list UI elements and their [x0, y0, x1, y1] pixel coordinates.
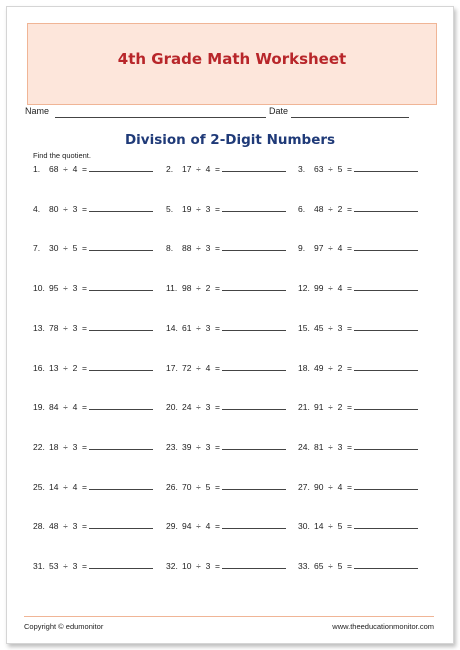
problem-expression: 49 ÷ 2 = [314, 362, 352, 373]
problem-number: 28. [33, 521, 45, 532]
answer-blank[interactable] [354, 440, 418, 450]
problem-number: 32. [166, 561, 178, 571]
problem-number: 33. [298, 561, 310, 571]
problem-item [33, 281, 165, 295]
answer-blank[interactable] [222, 202, 286, 212]
problem-number: 21. [298, 402, 310, 413]
problem-number: 3. [298, 164, 306, 174]
answer-blank[interactable] [354, 519, 418, 529]
answer-blank[interactable] [222, 440, 286, 450]
problem-number: 25. [33, 481, 45, 492]
answer-blank[interactable] [89, 400, 153, 410]
problem-expression: 45 ÷ 3 = [314, 322, 352, 333]
problem-expression: 97 ÷ 4 = [314, 243, 352, 254]
answer-blank[interactable] [354, 559, 418, 569]
problem-item [298, 281, 430, 295]
problem-number: 16. [33, 362, 45, 373]
problem-number: 8. [166, 243, 174, 254]
problem-item [33, 480, 165, 494]
problem-item [298, 519, 430, 533]
answer-blank[interactable] [222, 361, 286, 371]
problem-item [298, 202, 430, 216]
problem-number: 14. [166, 322, 178, 333]
worksheet-title: 4th Grade Math Worksheet [117, 50, 347, 68]
problem-expression: 72 ÷ 4 = [182, 362, 220, 373]
problem-item [33, 559, 165, 573]
answer-blank[interactable] [89, 281, 153, 291]
problem-item [298, 400, 430, 414]
problem-number: 9. [298, 243, 306, 254]
problem-expression: 68 ÷ 4 = [49, 164, 87, 174]
answer-blank[interactable] [354, 361, 418, 371]
problem-number: 13. [33, 322, 45, 333]
problem-item [166, 241, 298, 255]
problem-number: 17. [166, 362, 178, 373]
answer-blank[interactable] [354, 162, 418, 172]
problem-expression: 13 ÷ 2 = [49, 362, 87, 373]
problem-number: 6. [298, 203, 306, 214]
problem-expression: 63 ÷ 5 = [314, 164, 352, 174]
problem-expression: 61 ÷ 3 = [182, 322, 220, 333]
problem-item [166, 321, 298, 335]
problem-expression: 30 ÷ 5 = [49, 243, 87, 254]
problem-expression: 99 ÷ 4 = [314, 283, 352, 294]
problem-item [298, 440, 430, 454]
problem-expression: 24 ÷ 3 = [182, 402, 220, 413]
problem-number: 18. [298, 362, 310, 373]
answer-blank[interactable] [222, 400, 286, 410]
problem-item [166, 162, 298, 176]
problem-expression: 88 ÷ 3 = [182, 243, 220, 254]
problem-number: 10. [33, 283, 45, 294]
problem-expression: 48 ÷ 3 = [49, 521, 87, 532]
problem-number: 4. [33, 203, 41, 214]
answer-blank[interactable] [89, 321, 153, 331]
problem-expression: 14 ÷ 5 = [314, 521, 352, 532]
answer-blank[interactable] [222, 281, 286, 291]
problem-item [33, 202, 165, 216]
problem-item [33, 241, 165, 255]
answer-blank[interactable] [89, 519, 153, 529]
problem-expression: 48 ÷ 2 = [314, 203, 352, 214]
problem-number: 27. [298, 481, 310, 492]
problem-item [166, 480, 298, 494]
answer-blank[interactable] [354, 400, 418, 410]
answer-blank[interactable] [354, 241, 418, 251]
problem-number: 7. [33, 243, 41, 254]
problem-item [33, 162, 165, 176]
problem-expression: 70 ÷ 5 = [182, 481, 220, 492]
problem-number: 12. [298, 283, 310, 294]
problem-item [166, 400, 298, 414]
problem-expression: 53 ÷ 3 = [49, 561, 87, 571]
problem-number: 22. [33, 441, 45, 452]
problem-number: 26. [166, 481, 178, 492]
problem-expression: 39 ÷ 3 = [182, 441, 220, 452]
answer-blank[interactable] [222, 519, 286, 529]
problem-item [166, 519, 298, 533]
problem-number: 2. [166, 164, 174, 174]
problem-expression: 14 ÷ 4 = [49, 481, 87, 492]
answer-blank[interactable] [354, 281, 418, 291]
problem-item [298, 480, 430, 494]
answer-blank[interactable] [222, 480, 286, 490]
footer-divider [24, 616, 434, 617]
problem-number: 23. [166, 441, 178, 452]
problem-item [166, 559, 298, 573]
problem-expression: 17 ÷ 4 = [182, 164, 220, 174]
problem-expression: 80 ÷ 3 = [49, 203, 87, 214]
answer-blank[interactable] [89, 480, 153, 490]
problem-expression: 81 ÷ 3 = [314, 441, 352, 452]
worksheet-subtitle: Division of 2-Digit Numbers [124, 132, 336, 148]
answer-blank[interactable] [89, 162, 153, 172]
problem-item [166, 440, 298, 454]
problem-expression: 65 ÷ 5 = [314, 561, 352, 571]
answer-blank[interactable] [89, 202, 153, 212]
answer-blank[interactable] [89, 559, 153, 569]
problem-expression: 95 ÷ 3 = [49, 283, 87, 294]
problem-expression: 10 ÷ 3 = [182, 561, 220, 571]
problem-number: 29. [166, 521, 178, 532]
problem-item [166, 361, 298, 375]
problem-item [298, 241, 430, 255]
problem-number: 30. [298, 521, 310, 532]
answer-blank[interactable] [222, 162, 286, 172]
problem-item [33, 519, 165, 533]
problem-item [298, 361, 430, 375]
date-label: Date [269, 106, 289, 116]
answer-blank[interactable] [89, 241, 153, 251]
answer-blank[interactable] [89, 440, 153, 450]
problem-expression: 78 ÷ 3 = [49, 322, 87, 333]
answer-blank[interactable] [354, 321, 418, 331]
problem-item [33, 361, 165, 375]
problem-item [33, 440, 165, 454]
problem-number: 20. [166, 402, 178, 413]
problem-expression: 90 ÷ 4 = [314, 481, 352, 492]
name-date-row [25, 106, 415, 120]
problem-expression: 19 ÷ 3 = [182, 203, 220, 214]
problem-item [33, 321, 165, 335]
problem-number: 1. [33, 164, 41, 174]
problem-item [298, 162, 430, 176]
name-line [55, 117, 266, 118]
problem-expression: 18 ÷ 3 = [49, 441, 87, 452]
answer-blank[interactable] [222, 321, 286, 331]
problem-item [33, 400, 165, 414]
problem-item [298, 559, 430, 573]
problem-item [298, 321, 430, 335]
problem-expression: 84 ÷ 4 = [49, 402, 87, 413]
problem-item [166, 281, 298, 295]
problem-number: 24. [298, 441, 310, 452]
answer-blank[interactable] [354, 480, 418, 490]
name-label: Name [25, 106, 50, 116]
problem-expression: 94 ÷ 4 = [182, 521, 220, 532]
answer-blank[interactable] [354, 202, 418, 212]
problem-item [166, 202, 298, 216]
answer-blank[interactable] [89, 361, 153, 371]
answer-blank[interactable] [222, 241, 286, 251]
problem-number: 31. [33, 561, 45, 571]
problem-number: 19. [33, 402, 45, 413]
header-banner [27, 23, 437, 105]
copyright-text: Copyright © edumonitor [24, 622, 104, 631]
problem-number: 5. [166, 203, 174, 214]
problem-expression: 91 ÷ 2 = [314, 402, 352, 413]
problem-number: 15. [298, 322, 310, 333]
answer-blank[interactable] [222, 559, 286, 569]
problem-number: 11. [166, 283, 178, 294]
problem-expression: 98 ÷ 2 = [182, 283, 220, 294]
date-line [291, 117, 409, 118]
instruction-text: Find the quotient. [33, 151, 91, 160]
website-text: www.theeducationmonitor.com [332, 622, 434, 631]
